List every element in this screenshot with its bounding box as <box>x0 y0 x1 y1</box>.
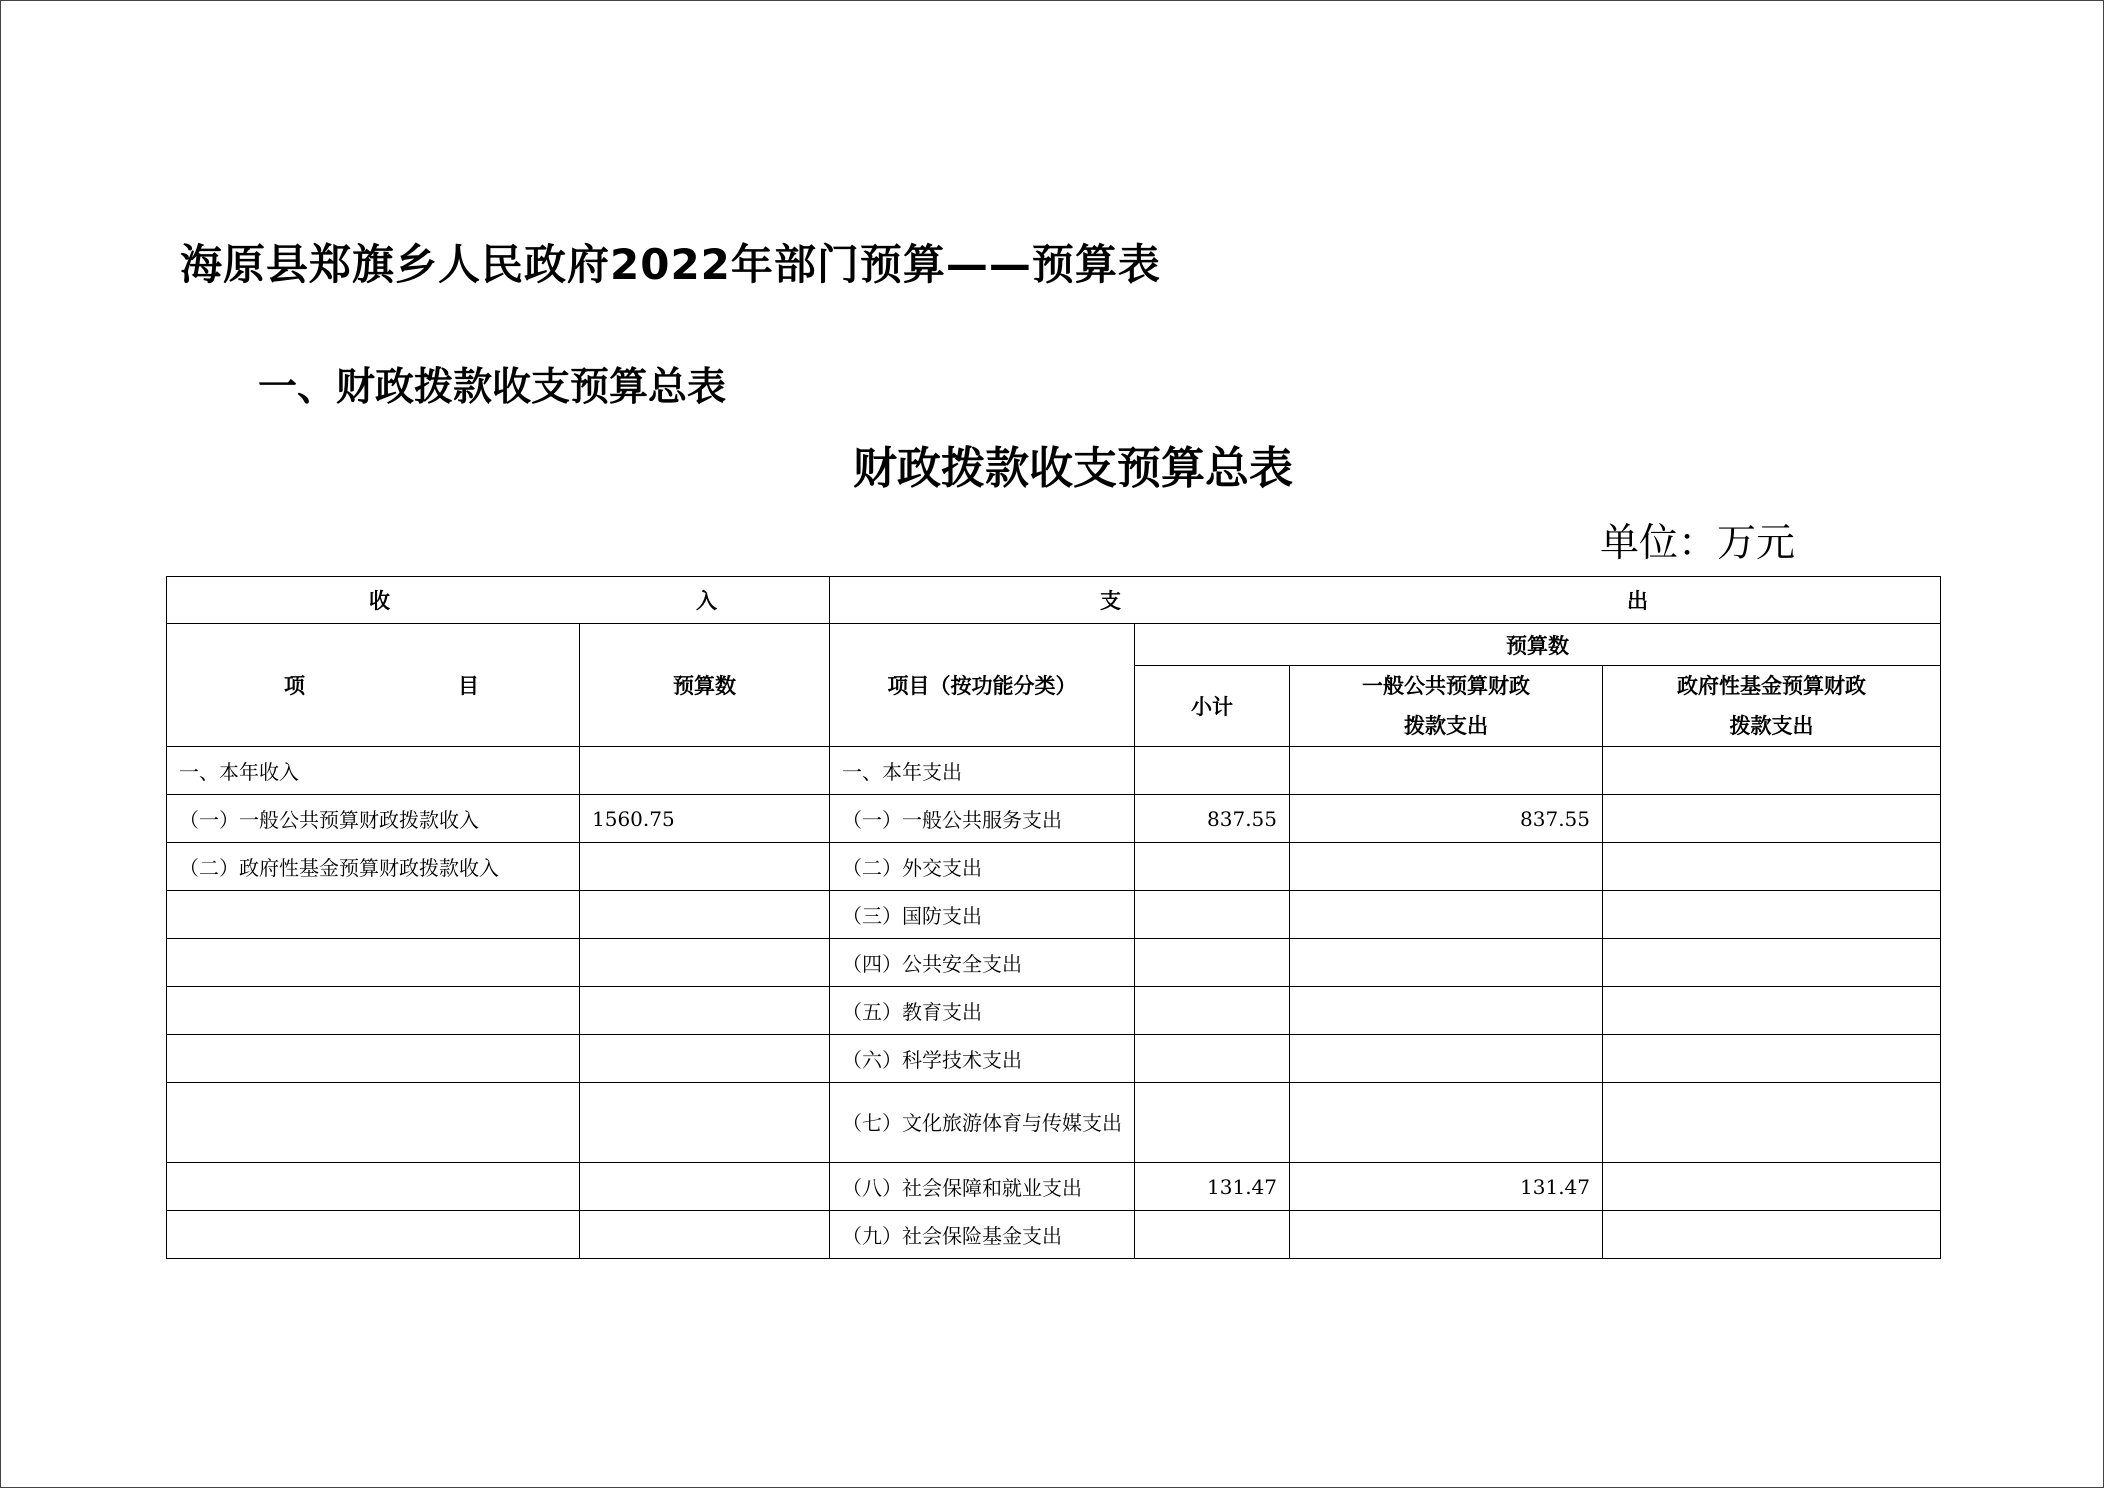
gov-fund-cell <box>1603 891 1941 939</box>
income-item-cell <box>167 1163 580 1211</box>
general-budget-cell <box>1290 939 1603 987</box>
income-item-cell: （二）政府性基金预算财政拨款收入 <box>167 843 580 891</box>
expense-header-right: 出 <box>1627 589 1648 613</box>
table-row <box>167 795 1941 843</box>
general-budget-cell <box>1290 1211 1603 1259</box>
expense-item-cell: （四）公共安全支出 <box>830 939 1135 987</box>
table-row <box>167 1211 1941 1259</box>
document-title: 海原县郑旗乡人民政府2022年部门预算——预算表 <box>180 240 1161 289</box>
gov-fund-header-line1: 政府性基金预算财政 <box>1677 674 1866 698</box>
income-item-header <box>167 624 580 747</box>
income-value-cell <box>580 1083 830 1163</box>
general-budget-cell <box>1290 1083 1603 1163</box>
gov-fund-cell <box>1603 987 1941 1035</box>
expense-item-header: 项目（按功能分类） <box>830 624 1135 747</box>
general-budget-cell <box>1290 747 1603 795</box>
section-heading: 一、财政拨款收支预算总表 <box>258 365 727 410</box>
budget-group-header: 预算数 <box>1135 624 1941 666</box>
general-budget-header-line2: 拨款支出 <box>1404 714 1488 738</box>
gov-fund-cell <box>1603 747 1941 795</box>
income-item-cell <box>167 1035 580 1083</box>
table-row <box>167 987 1941 1035</box>
table-row <box>167 1163 1941 1211</box>
gov-fund-cell <box>1603 939 1941 987</box>
item-header-right: 目 <box>458 674 479 698</box>
gov-fund-cell <box>1603 795 1941 843</box>
income-value-cell <box>580 891 830 939</box>
subtotal-cell: 837.55 <box>1135 795 1290 843</box>
income-item-cell: 一、本年收入 <box>167 747 580 795</box>
income-item-cell <box>167 939 580 987</box>
income-item-cell <box>167 1211 580 1259</box>
expense-header-left: 支 <box>1100 589 1121 613</box>
subtotal-cell <box>1135 891 1290 939</box>
income-header-right: 入 <box>696 589 717 613</box>
subtotal-cell <box>1135 939 1290 987</box>
expense-item-cell: （七）文化旅游体育与传媒支出 <box>830 1083 1135 1163</box>
general-budget-cell: 131.47 <box>1290 1163 1603 1211</box>
table-row <box>167 1035 1941 1083</box>
gov-fund-header <box>1603 666 1941 747</box>
subtotal-cell <box>1135 987 1290 1035</box>
income-value-cell <box>580 1211 830 1259</box>
expense-item-cell: 一、本年支出 <box>830 747 1135 795</box>
table-row <box>167 1083 1941 1163</box>
income-budget-header: 预算数 <box>580 624 830 747</box>
income-item-cell <box>167 987 580 1035</box>
table-row <box>167 939 1941 987</box>
budget-summary-table <box>166 576 1941 1259</box>
income-value-cell: 1560.75 <box>580 795 830 843</box>
subtotal-cell <box>1135 747 1290 795</box>
expense-item-cell: （八）社会保障和就业支出 <box>830 1163 1135 1211</box>
expense-item-cell: （二）外交支出 <box>830 843 1135 891</box>
gov-fund-cell <box>1603 1163 1941 1211</box>
income-item-cell <box>167 1083 580 1163</box>
general-budget-header-line1: 一般公共预算财政 <box>1362 674 1530 698</box>
income-header <box>167 577 830 624</box>
income-value-cell <box>580 747 830 795</box>
unit-label: 单位：万元 <box>1600 521 1796 566</box>
general-budget-cell <box>1290 891 1603 939</box>
subtotal-cell: 131.47 <box>1135 1163 1290 1211</box>
expense-item-cell: （五）教育支出 <box>830 987 1135 1035</box>
income-item-cell <box>167 891 580 939</box>
gov-fund-header-line2: 拨款支出 <box>1729 714 1814 738</box>
general-budget-cell <box>1290 1035 1603 1083</box>
general-budget-header <box>1290 666 1603 747</box>
gov-fund-cell <box>1603 1083 1941 1163</box>
income-value-cell <box>580 1035 830 1083</box>
expense-item-cell: （六）科学技术支出 <box>830 1035 1135 1083</box>
general-budget-cell <box>1290 987 1603 1035</box>
table-row <box>167 843 1941 891</box>
income-value-cell <box>580 1163 830 1211</box>
expense-header <box>830 577 1941 624</box>
income-header-left: 收 <box>369 589 390 613</box>
subtotal-cell <box>1135 1035 1290 1083</box>
gov-fund-cell <box>1603 843 1941 891</box>
subtotal-cell <box>1135 843 1290 891</box>
income-item-cell: （一）一般公共预算财政拨款收入 <box>167 795 580 843</box>
expense-item-cell: （三）国防支出 <box>830 891 1135 939</box>
subtotal-header: 小计 <box>1135 666 1290 747</box>
subtotal-cell <box>1135 1211 1290 1259</box>
table-title: 财政拨款收支预算总表 <box>853 443 1293 494</box>
income-value-cell <box>580 987 830 1035</box>
table-row <box>167 747 1941 795</box>
table-row <box>167 891 1941 939</box>
item-header-left: 项 <box>284 674 305 698</box>
subtotal-cell <box>1135 1083 1290 1163</box>
gov-fund-cell <box>1603 1211 1941 1259</box>
expense-item-cell: （一）一般公共服务支出 <box>830 795 1135 843</box>
income-value-cell <box>580 939 830 987</box>
income-value-cell <box>580 843 830 891</box>
general-budget-cell: 837.55 <box>1290 795 1603 843</box>
expense-item-cell: （九）社会保险基金支出 <box>830 1211 1135 1259</box>
general-budget-cell <box>1290 843 1603 891</box>
gov-fund-cell <box>1603 1035 1941 1083</box>
